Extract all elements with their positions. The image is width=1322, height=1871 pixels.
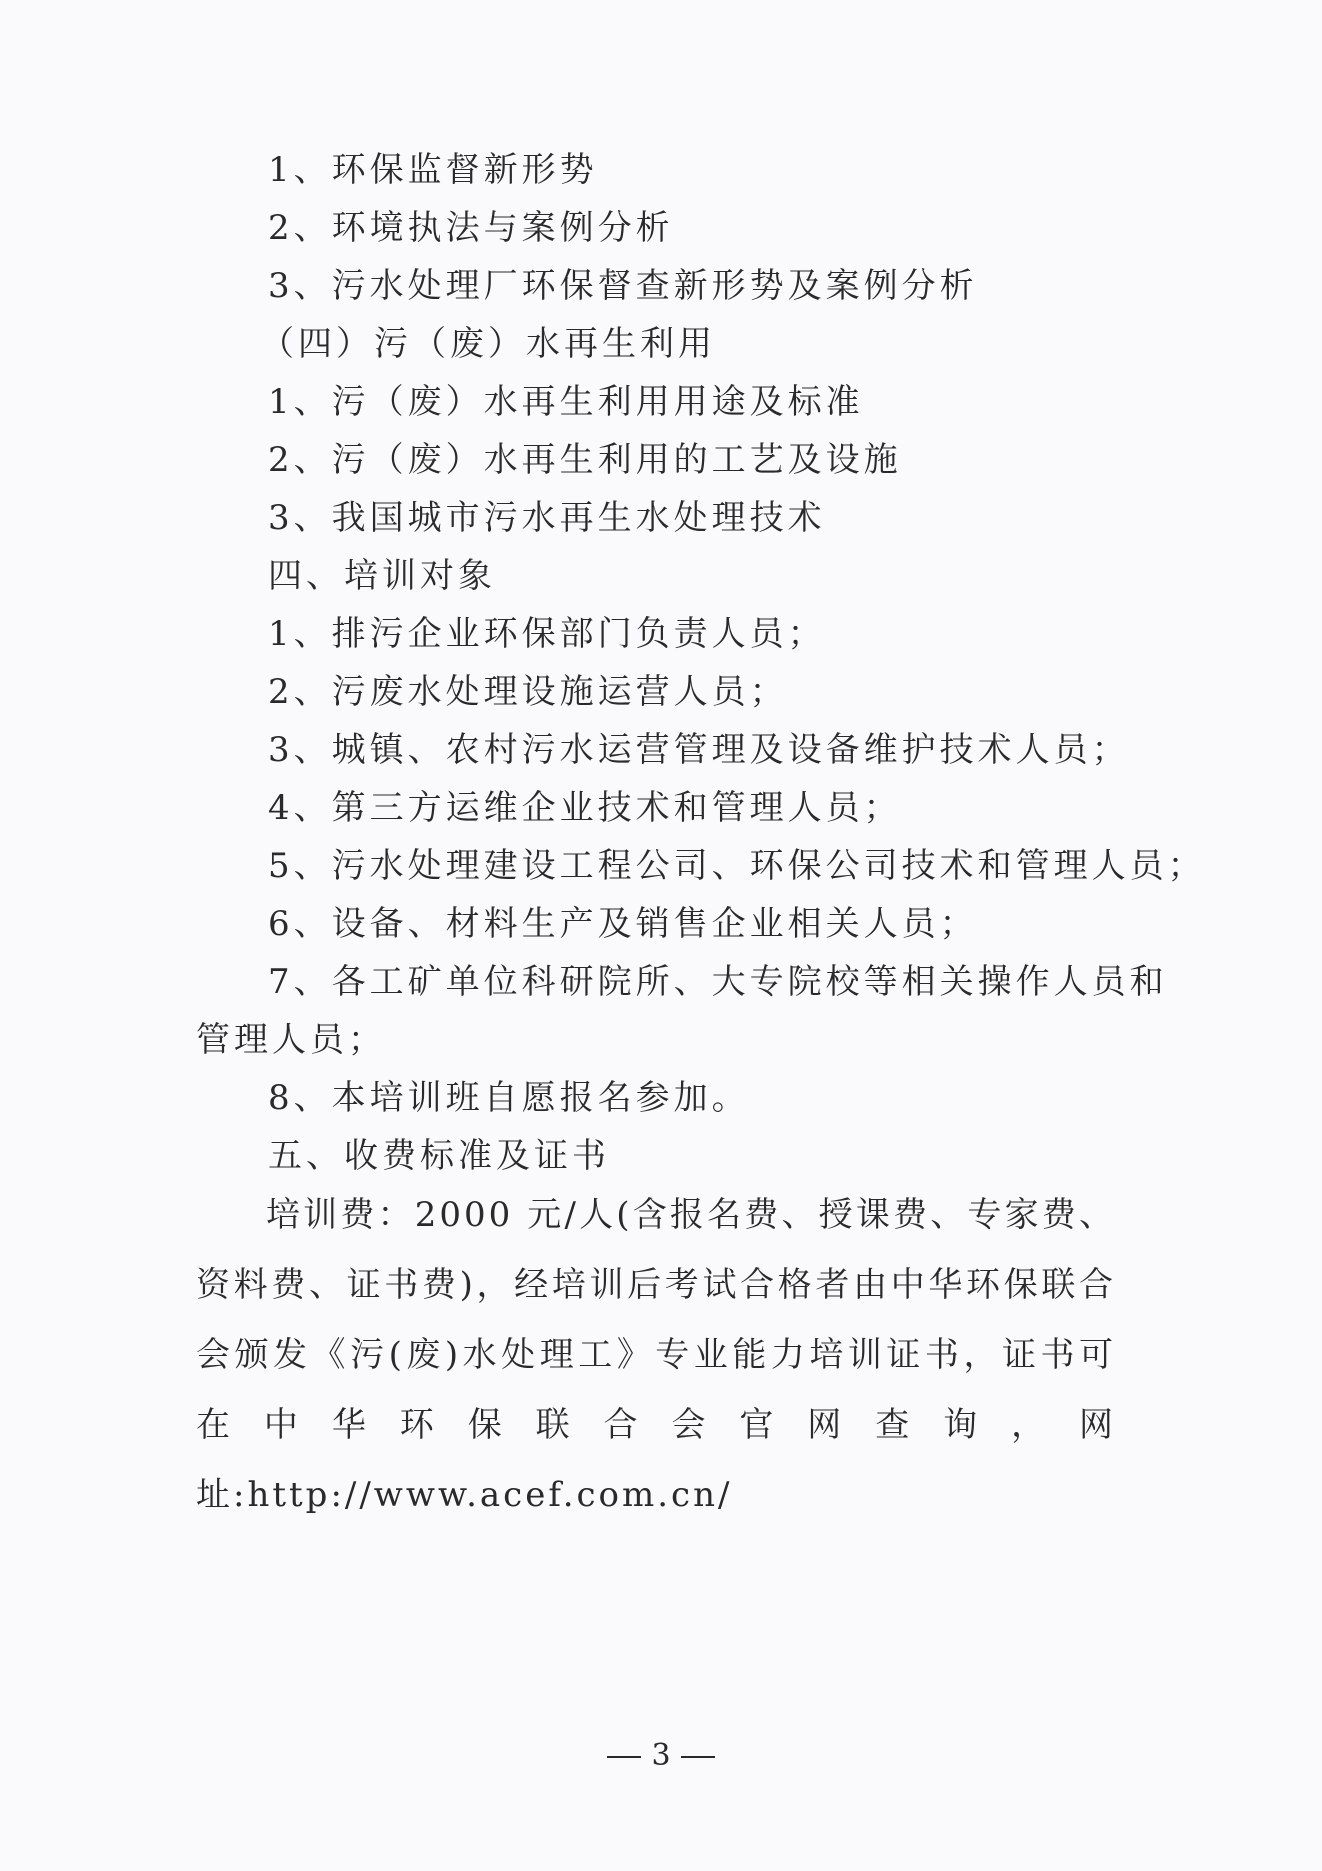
dash-right (681, 1756, 715, 1758)
reuse-item-2: 2、污（废）水再生利用的工艺及设施 (268, 440, 902, 480)
target-item-4: 4、第三方运维企业技术和管理人员； (268, 788, 902, 828)
fee-heading: 五、收费标准及证书 (268, 1136, 610, 1176)
target-item-3: 3、城镇、农村污水运营管理及设备维护技术人员； (268, 730, 1130, 770)
target-item-2: 2、污废水处理设施运营人员； (268, 672, 788, 712)
target-item-8: 8、本培训班自愿报名参加。 (268, 1078, 750, 1118)
dash-left (607, 1756, 641, 1758)
fee-paragraph: 培训费：2000 元/人(含报名费、授课费、专家费、资料费、证书费)，经培训后考试合格者由中华环保联合会颁发《污(废)水处理工》专业能力培训证书，证书可在中华环保联合会官网查询，网址:http://www.acef.com.cn/ (196, 1195, 1116, 1515)
target-item-7: 7、各工矿单位科研院所、大专院校等相关操作人员和 (268, 962, 1168, 1002)
page-number-footer (0, 1738, 1322, 1773)
target-item-1: 1、排污企业环保部门负责人员； (268, 614, 826, 654)
training-target-heading: 四、培训对象 (268, 556, 496, 596)
supervision-item-3: 3、污水处理厂环保督查新形势及案例分析 (268, 266, 978, 306)
target-item-5: 5、污水处理建设工程公司、环保公司技术和管理人员； (268, 846, 1206, 886)
supervision-item-2: 2、环境执法与案例分析 (268, 208, 674, 248)
page-number: 3 (651, 1738, 671, 1773)
reuse-item-3: 3、我国城市污水再生水处理技术 (268, 498, 826, 538)
target-item-7-continued: 管理人员； (196, 1020, 386, 1060)
reuse-item-1: 1、污（废）水再生利用用途及标准 (268, 382, 864, 422)
supervision-item-1: 1、环保监督新形势 (268, 150, 598, 190)
target-item-6: 6、设备、材料生产及销售企业相关人员； (268, 904, 978, 944)
section-four-heading: （四）污（废）水再生利用 (260, 324, 716, 364)
